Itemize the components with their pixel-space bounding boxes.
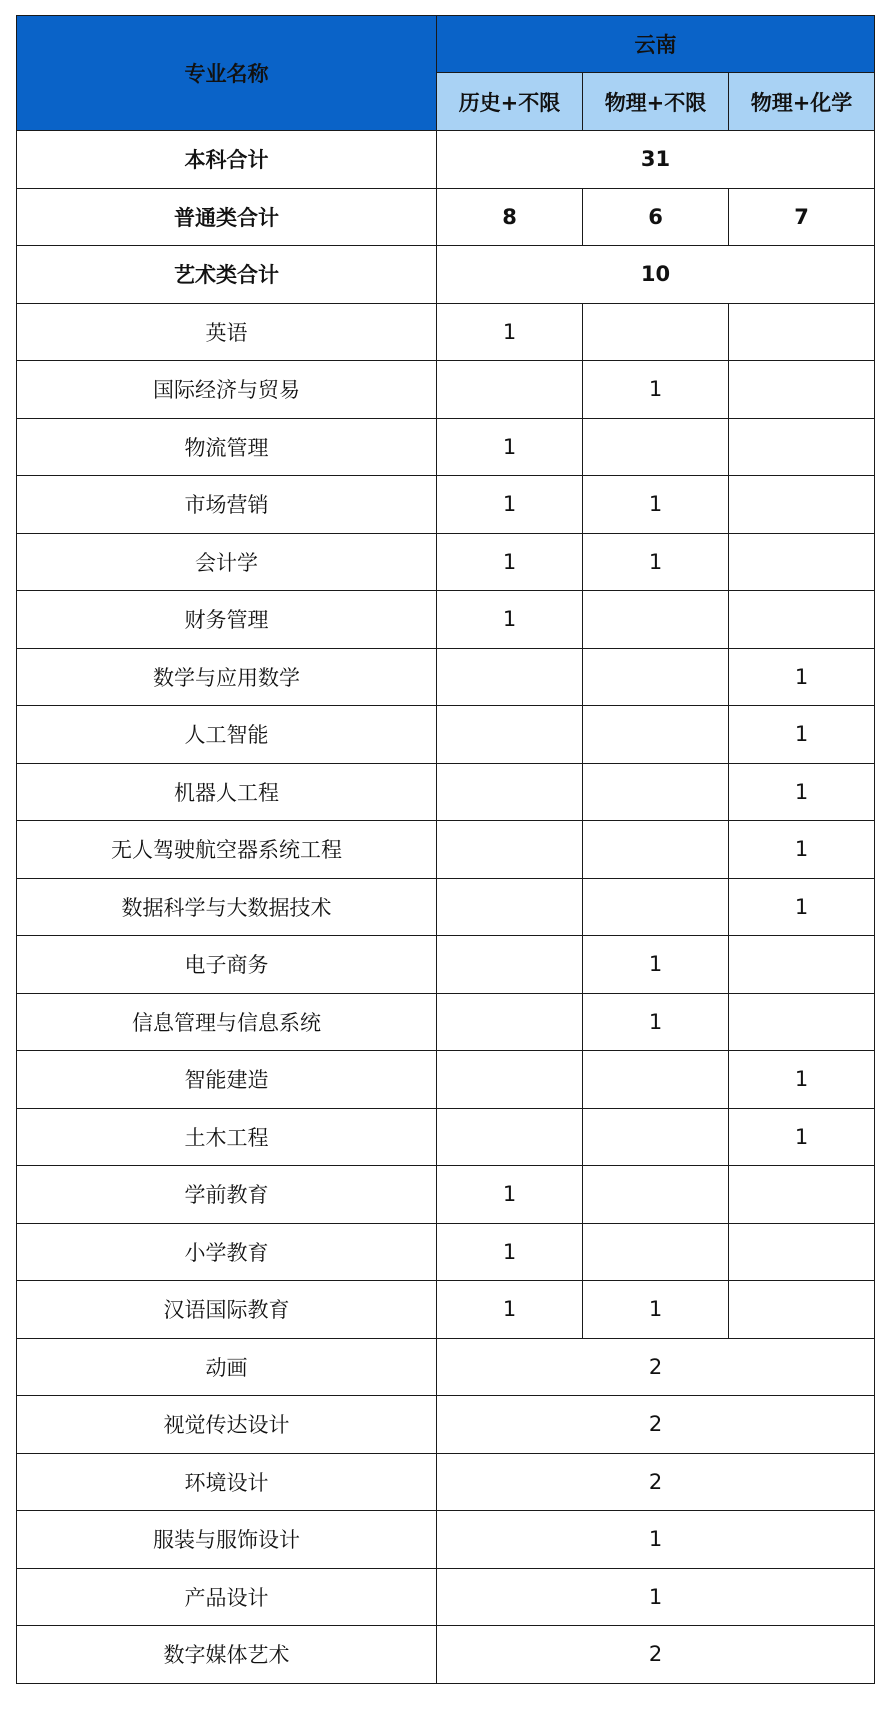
quota-cell bbox=[729, 476, 875, 534]
quota-cell: 1 bbox=[729, 1108, 875, 1166]
major-name: 数字媒体艺术 bbox=[17, 1626, 437, 1684]
quota-cell: 1 bbox=[583, 936, 729, 994]
quota-cell: 1 bbox=[437, 418, 583, 476]
major-name: 市场营销 bbox=[17, 476, 437, 534]
major-name: 服装与服饰设计 bbox=[17, 1511, 437, 1569]
major-name: 智能建造 bbox=[17, 1051, 437, 1109]
table-row bbox=[17, 1568, 875, 1626]
quota-cell: 1 bbox=[437, 303, 583, 361]
quota-cell: 1 bbox=[437, 591, 583, 649]
quota-cell bbox=[437, 763, 583, 821]
subject-header-physics: 物理+不限 bbox=[583, 73, 729, 131]
quota-cell bbox=[729, 418, 875, 476]
table-header bbox=[17, 16, 875, 131]
general-total-row bbox=[17, 188, 875, 246]
quota-cell: 1 bbox=[583, 533, 729, 591]
table-row bbox=[17, 936, 875, 994]
major-name: 会计学 bbox=[17, 533, 437, 591]
table-row bbox=[17, 1108, 875, 1166]
table-row bbox=[17, 476, 875, 534]
quota-cell bbox=[583, 303, 729, 361]
table-row bbox=[17, 1396, 875, 1454]
major-name-header: 专业名称 bbox=[17, 16, 437, 131]
quota-cell bbox=[729, 993, 875, 1051]
major-name: 物流管理 bbox=[17, 418, 437, 476]
subject-header-history: 历史+不限 bbox=[437, 73, 583, 131]
quota-cell bbox=[583, 418, 729, 476]
general-total-history: 8 bbox=[437, 188, 583, 246]
table-row bbox=[17, 1338, 875, 1396]
general-total-label: 普通类合计 bbox=[17, 188, 437, 246]
quota-cell bbox=[583, 1166, 729, 1224]
subject-header-physics-chemistry: 物理+化学 bbox=[729, 73, 875, 131]
major-name: 英语 bbox=[17, 303, 437, 361]
quota-cell bbox=[437, 821, 583, 879]
quota-cell bbox=[583, 878, 729, 936]
quota-cell bbox=[437, 993, 583, 1051]
quota-cell: 2 bbox=[437, 1338, 875, 1396]
major-name: 信息管理与信息系统 bbox=[17, 993, 437, 1051]
major-name: 电子商务 bbox=[17, 936, 437, 994]
quota-cell bbox=[729, 303, 875, 361]
quota-cell: 1 bbox=[729, 706, 875, 764]
quota-cell: 1 bbox=[437, 533, 583, 591]
quota-cell bbox=[583, 706, 729, 764]
total-value: 31 bbox=[437, 131, 875, 189]
art-total-value: 10 bbox=[437, 246, 875, 304]
table-row bbox=[17, 1281, 875, 1339]
major-name: 视觉传达设计 bbox=[17, 1396, 437, 1454]
quota-cell bbox=[729, 1223, 875, 1281]
quota-cell bbox=[437, 648, 583, 706]
table-row bbox=[17, 361, 875, 419]
quota-cell bbox=[583, 1108, 729, 1166]
quota-cell bbox=[437, 1051, 583, 1109]
table-row bbox=[17, 706, 875, 764]
table-row bbox=[17, 303, 875, 361]
table-row bbox=[17, 418, 875, 476]
quota-cell: 1 bbox=[437, 1223, 583, 1281]
table-row bbox=[17, 993, 875, 1051]
quota-cell: 2 bbox=[437, 1626, 875, 1684]
quota-cell: 1 bbox=[437, 1281, 583, 1339]
quota-cell bbox=[583, 1223, 729, 1281]
quota-cell bbox=[437, 1108, 583, 1166]
quota-cell: 1 bbox=[583, 361, 729, 419]
table-row bbox=[17, 763, 875, 821]
table-row bbox=[17, 1223, 875, 1281]
quota-cell: 1 bbox=[437, 1511, 875, 1569]
quota-cell bbox=[437, 878, 583, 936]
quota-cell bbox=[729, 591, 875, 649]
quota-cell: 1 bbox=[583, 993, 729, 1051]
quota-cell: 1 bbox=[729, 821, 875, 879]
quota-cell: 1 bbox=[583, 476, 729, 534]
quota-cell: 1 bbox=[729, 763, 875, 821]
table-body bbox=[17, 131, 875, 1684]
region-header: 云南 bbox=[437, 16, 875, 73]
quota-cell: 1 bbox=[583, 1281, 729, 1339]
quota-cell bbox=[437, 706, 583, 764]
quota-cell bbox=[437, 361, 583, 419]
table-row bbox=[17, 878, 875, 936]
table-row bbox=[17, 648, 875, 706]
quota-cell bbox=[583, 648, 729, 706]
table-row bbox=[17, 1166, 875, 1224]
major-name: 学前教育 bbox=[17, 1166, 437, 1224]
table-row bbox=[17, 591, 875, 649]
quota-cell bbox=[729, 533, 875, 591]
major-name: 机器人工程 bbox=[17, 763, 437, 821]
major-name: 土木工程 bbox=[17, 1108, 437, 1166]
general-total-physics-chemistry: 7 bbox=[729, 188, 875, 246]
quota-cell: 1 bbox=[729, 878, 875, 936]
major-name: 汉语国际教育 bbox=[17, 1281, 437, 1339]
table-row bbox=[17, 1453, 875, 1511]
quota-cell bbox=[729, 1281, 875, 1339]
quota-cell bbox=[437, 936, 583, 994]
total-label: 本科合计 bbox=[17, 131, 437, 189]
quota-cell: 1 bbox=[729, 1051, 875, 1109]
major-name: 数学与应用数学 bbox=[17, 648, 437, 706]
quota-cell bbox=[729, 1166, 875, 1224]
major-name: 数据科学与大数据技术 bbox=[17, 878, 437, 936]
quota-cell: 1 bbox=[729, 648, 875, 706]
major-name: 小学教育 bbox=[17, 1223, 437, 1281]
quota-cell: 2 bbox=[437, 1453, 875, 1511]
major-name: 国际经济与贸易 bbox=[17, 361, 437, 419]
table-row bbox=[17, 533, 875, 591]
table-row bbox=[17, 1626, 875, 1684]
quota-cell bbox=[583, 821, 729, 879]
major-name: 人工智能 bbox=[17, 706, 437, 764]
quota-cell: 1 bbox=[437, 476, 583, 534]
quota-cell bbox=[583, 763, 729, 821]
art-total-row bbox=[17, 246, 875, 304]
quota-cell bbox=[583, 591, 729, 649]
art-total-label: 艺术类合计 bbox=[17, 246, 437, 304]
major-name: 财务管理 bbox=[17, 591, 437, 649]
quota-cell bbox=[583, 1051, 729, 1109]
quota-cell: 2 bbox=[437, 1396, 875, 1454]
quota-cell: 1 bbox=[437, 1568, 875, 1626]
quota-cell bbox=[729, 361, 875, 419]
table-row bbox=[17, 821, 875, 879]
table-row bbox=[17, 1511, 875, 1569]
table-row bbox=[17, 1051, 875, 1109]
major-name: 产品设计 bbox=[17, 1568, 437, 1626]
major-name: 环境设计 bbox=[17, 1453, 437, 1511]
enrollment-plan-table bbox=[16, 15, 875, 1684]
major-name: 无人驾驶航空器系统工程 bbox=[17, 821, 437, 879]
major-name: 动画 bbox=[17, 1338, 437, 1396]
quota-cell bbox=[729, 936, 875, 994]
total-row bbox=[17, 131, 875, 189]
general-total-physics: 6 bbox=[583, 188, 729, 246]
quota-cell: 1 bbox=[437, 1166, 583, 1224]
